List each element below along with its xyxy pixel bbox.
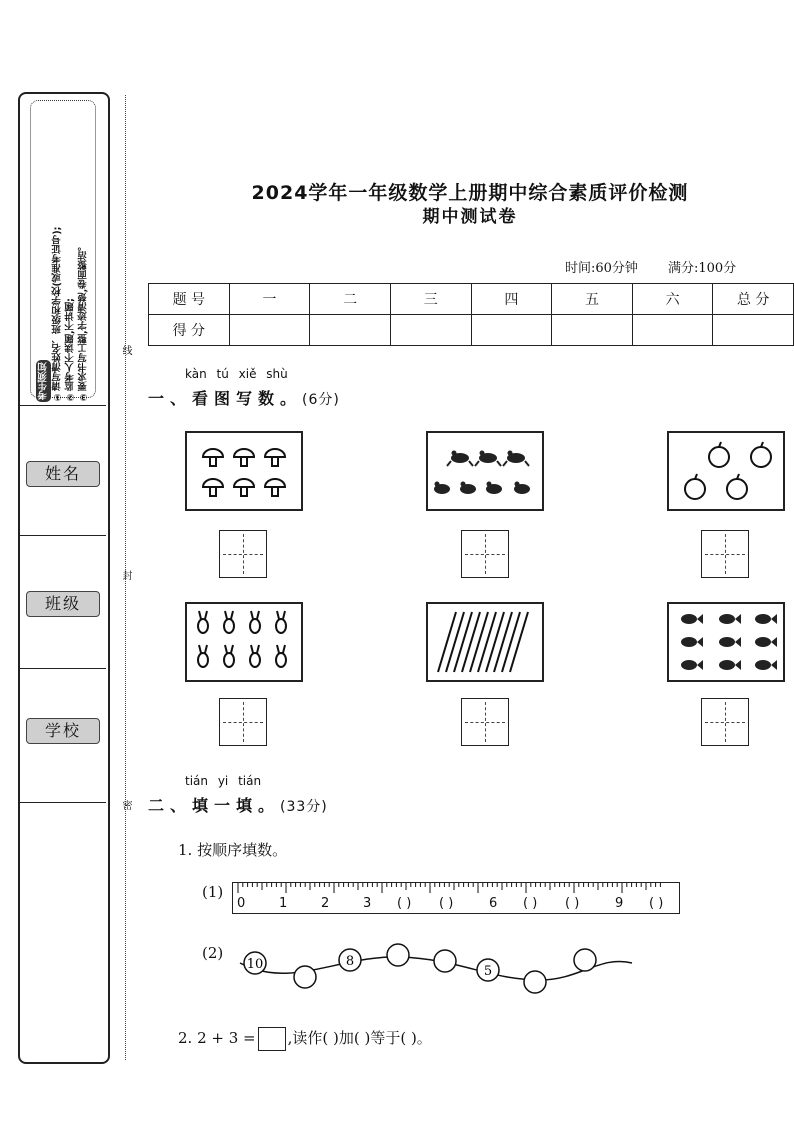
- score-cell[interactable]: [632, 315, 713, 346]
- number-ruler: [232, 882, 680, 914]
- exam-full-score: 满分:100分: [667, 261, 737, 276]
- stick-icon: [428, 604, 542, 680]
- score-value-row: [149, 315, 794, 346]
- score-cell[interactable]: [229, 315, 310, 346]
- picture-mushrooms: [185, 431, 303, 511]
- score-table: [148, 283, 794, 346]
- ruler-blank[interactable]: ( ): [649, 896, 664, 911]
- ruler-blank[interactable]: ( ): [523, 896, 538, 911]
- question-1-sub2: (2): [202, 944, 224, 962]
- score-cell[interactable]: [390, 315, 471, 346]
- answer-box[interactable]: [258, 1027, 286, 1051]
- page-title: 2024学年一年级数学上册期中综合素质评价检测: [251, 182, 689, 204]
- score-header-row: [149, 284, 794, 315]
- notice-text: [36, 112, 92, 402]
- notice-badge: 考生须知: [38, 362, 49, 400]
- bead-blank[interactable]: [574, 949, 596, 971]
- section2-title-text: 二、填一填。: [148, 796, 281, 815]
- sidebar-divider: [20, 668, 106, 669]
- score-header-cell: 四: [471, 284, 552, 315]
- frog-icon: [428, 433, 542, 509]
- bead-blank[interactable]: [294, 966, 316, 988]
- section2-pinyin: tián yi tián: [185, 774, 262, 788]
- page-subtitle: 期中测试卷: [422, 207, 518, 227]
- fish-icon: [669, 604, 783, 680]
- ruler-label: 1: [279, 896, 288, 911]
- school-label: 学校: [26, 718, 100, 744]
- score-header-cell: 五: [552, 284, 633, 315]
- rabbit-icon: [187, 604, 301, 680]
- section1-title-text: 一、看图写数。: [148, 389, 303, 408]
- notice-line-3: ③要求书写工整,字迹清楚,卷面整洁。: [78, 241, 89, 402]
- score-cell[interactable]: [471, 315, 552, 346]
- cut-char-seal: 封: [120, 570, 131, 580]
- exam-time: 时间:60分钟: [565, 261, 638, 276]
- ruler-label: 0: [237, 896, 246, 911]
- score-header-cell: 三: [390, 284, 471, 315]
- bead-blank[interactable]: [387, 944, 409, 966]
- bead-label: 5: [483, 964, 493, 979]
- picture-rabbits: [185, 602, 303, 682]
- bead-blank[interactable]: [434, 950, 456, 972]
- bead-blank[interactable]: [524, 971, 546, 993]
- score-row-label: 得 分: [149, 315, 230, 346]
- ruler-label: 9: [615, 896, 624, 911]
- score-header-cell: 六: [632, 284, 713, 315]
- ruler-label: 2: [321, 896, 330, 911]
- question-2-suffix: ,读作( )加( )等于( )。: [287, 1029, 432, 1047]
- apple-icon: [669, 433, 783, 509]
- answer-grid[interactable]: [219, 530, 267, 578]
- ruler-blank[interactable]: ( ): [439, 896, 454, 911]
- class-label: 班级: [26, 591, 100, 617]
- bead-group: [244, 944, 596, 993]
- ruler-blank[interactable]: ( ): [565, 896, 580, 911]
- section1-title: [148, 386, 340, 409]
- notice-line-1: ①请写清姓名、班级和学校(或准考证号);: [52, 226, 63, 402]
- question-1-sub1: (1): [202, 883, 224, 901]
- answer-grid[interactable]: [701, 698, 749, 746]
- answer-grid[interactable]: [701, 530, 749, 578]
- exam-info: [565, 257, 736, 276]
- question-2-prefix: 2. 2 + 3 =: [178, 1029, 256, 1047]
- picture-frogs: [426, 431, 544, 511]
- sidebar-divider: [20, 405, 106, 406]
- mushroom-icon: [187, 433, 301, 509]
- section1-points: (6分): [302, 392, 340, 408]
- answer-grid[interactable]: [461, 698, 509, 746]
- section1-pinyin: kàn tú xiě shù: [185, 367, 288, 381]
- ruler-label: 3: [363, 896, 372, 911]
- score-header-cell: 题 号: [149, 284, 230, 315]
- ruler-blank[interactable]: ( ): [397, 896, 412, 911]
- cut-char-secret: 密: [120, 800, 131, 810]
- score-header-cell: 总 分: [713, 284, 794, 315]
- notice-line-2: ②监考人不读题,不讲题;: [65, 298, 76, 402]
- picture-fish: [667, 602, 785, 682]
- ruler-label: 6: [489, 896, 498, 911]
- picture-apples: [667, 431, 785, 511]
- picture-sticks: [426, 602, 544, 682]
- name-label: 姓名: [26, 461, 100, 487]
- section2-points: (33分): [280, 799, 328, 815]
- score-cell[interactable]: [713, 315, 794, 346]
- question-1: 1. 按顺序填数。: [178, 841, 288, 859]
- answer-grid[interactable]: [461, 530, 509, 578]
- sidebar-divider: [20, 535, 106, 536]
- score-header-cell: 二: [310, 284, 391, 315]
- bead-label: 8: [345, 954, 355, 969]
- ruler-ticks: [233, 883, 679, 893]
- section2-title: [148, 793, 328, 816]
- sidebar-divider: [20, 802, 106, 803]
- score-cell[interactable]: [310, 315, 391, 346]
- question-2: [178, 1027, 432, 1051]
- score-cell[interactable]: [552, 315, 633, 346]
- bead-string: [230, 935, 640, 1000]
- score-header-cell: 一: [229, 284, 310, 315]
- bead-label: 10: [246, 957, 264, 972]
- answer-grid[interactable]: [219, 698, 267, 746]
- cut-char-line: 线: [120, 345, 131, 355]
